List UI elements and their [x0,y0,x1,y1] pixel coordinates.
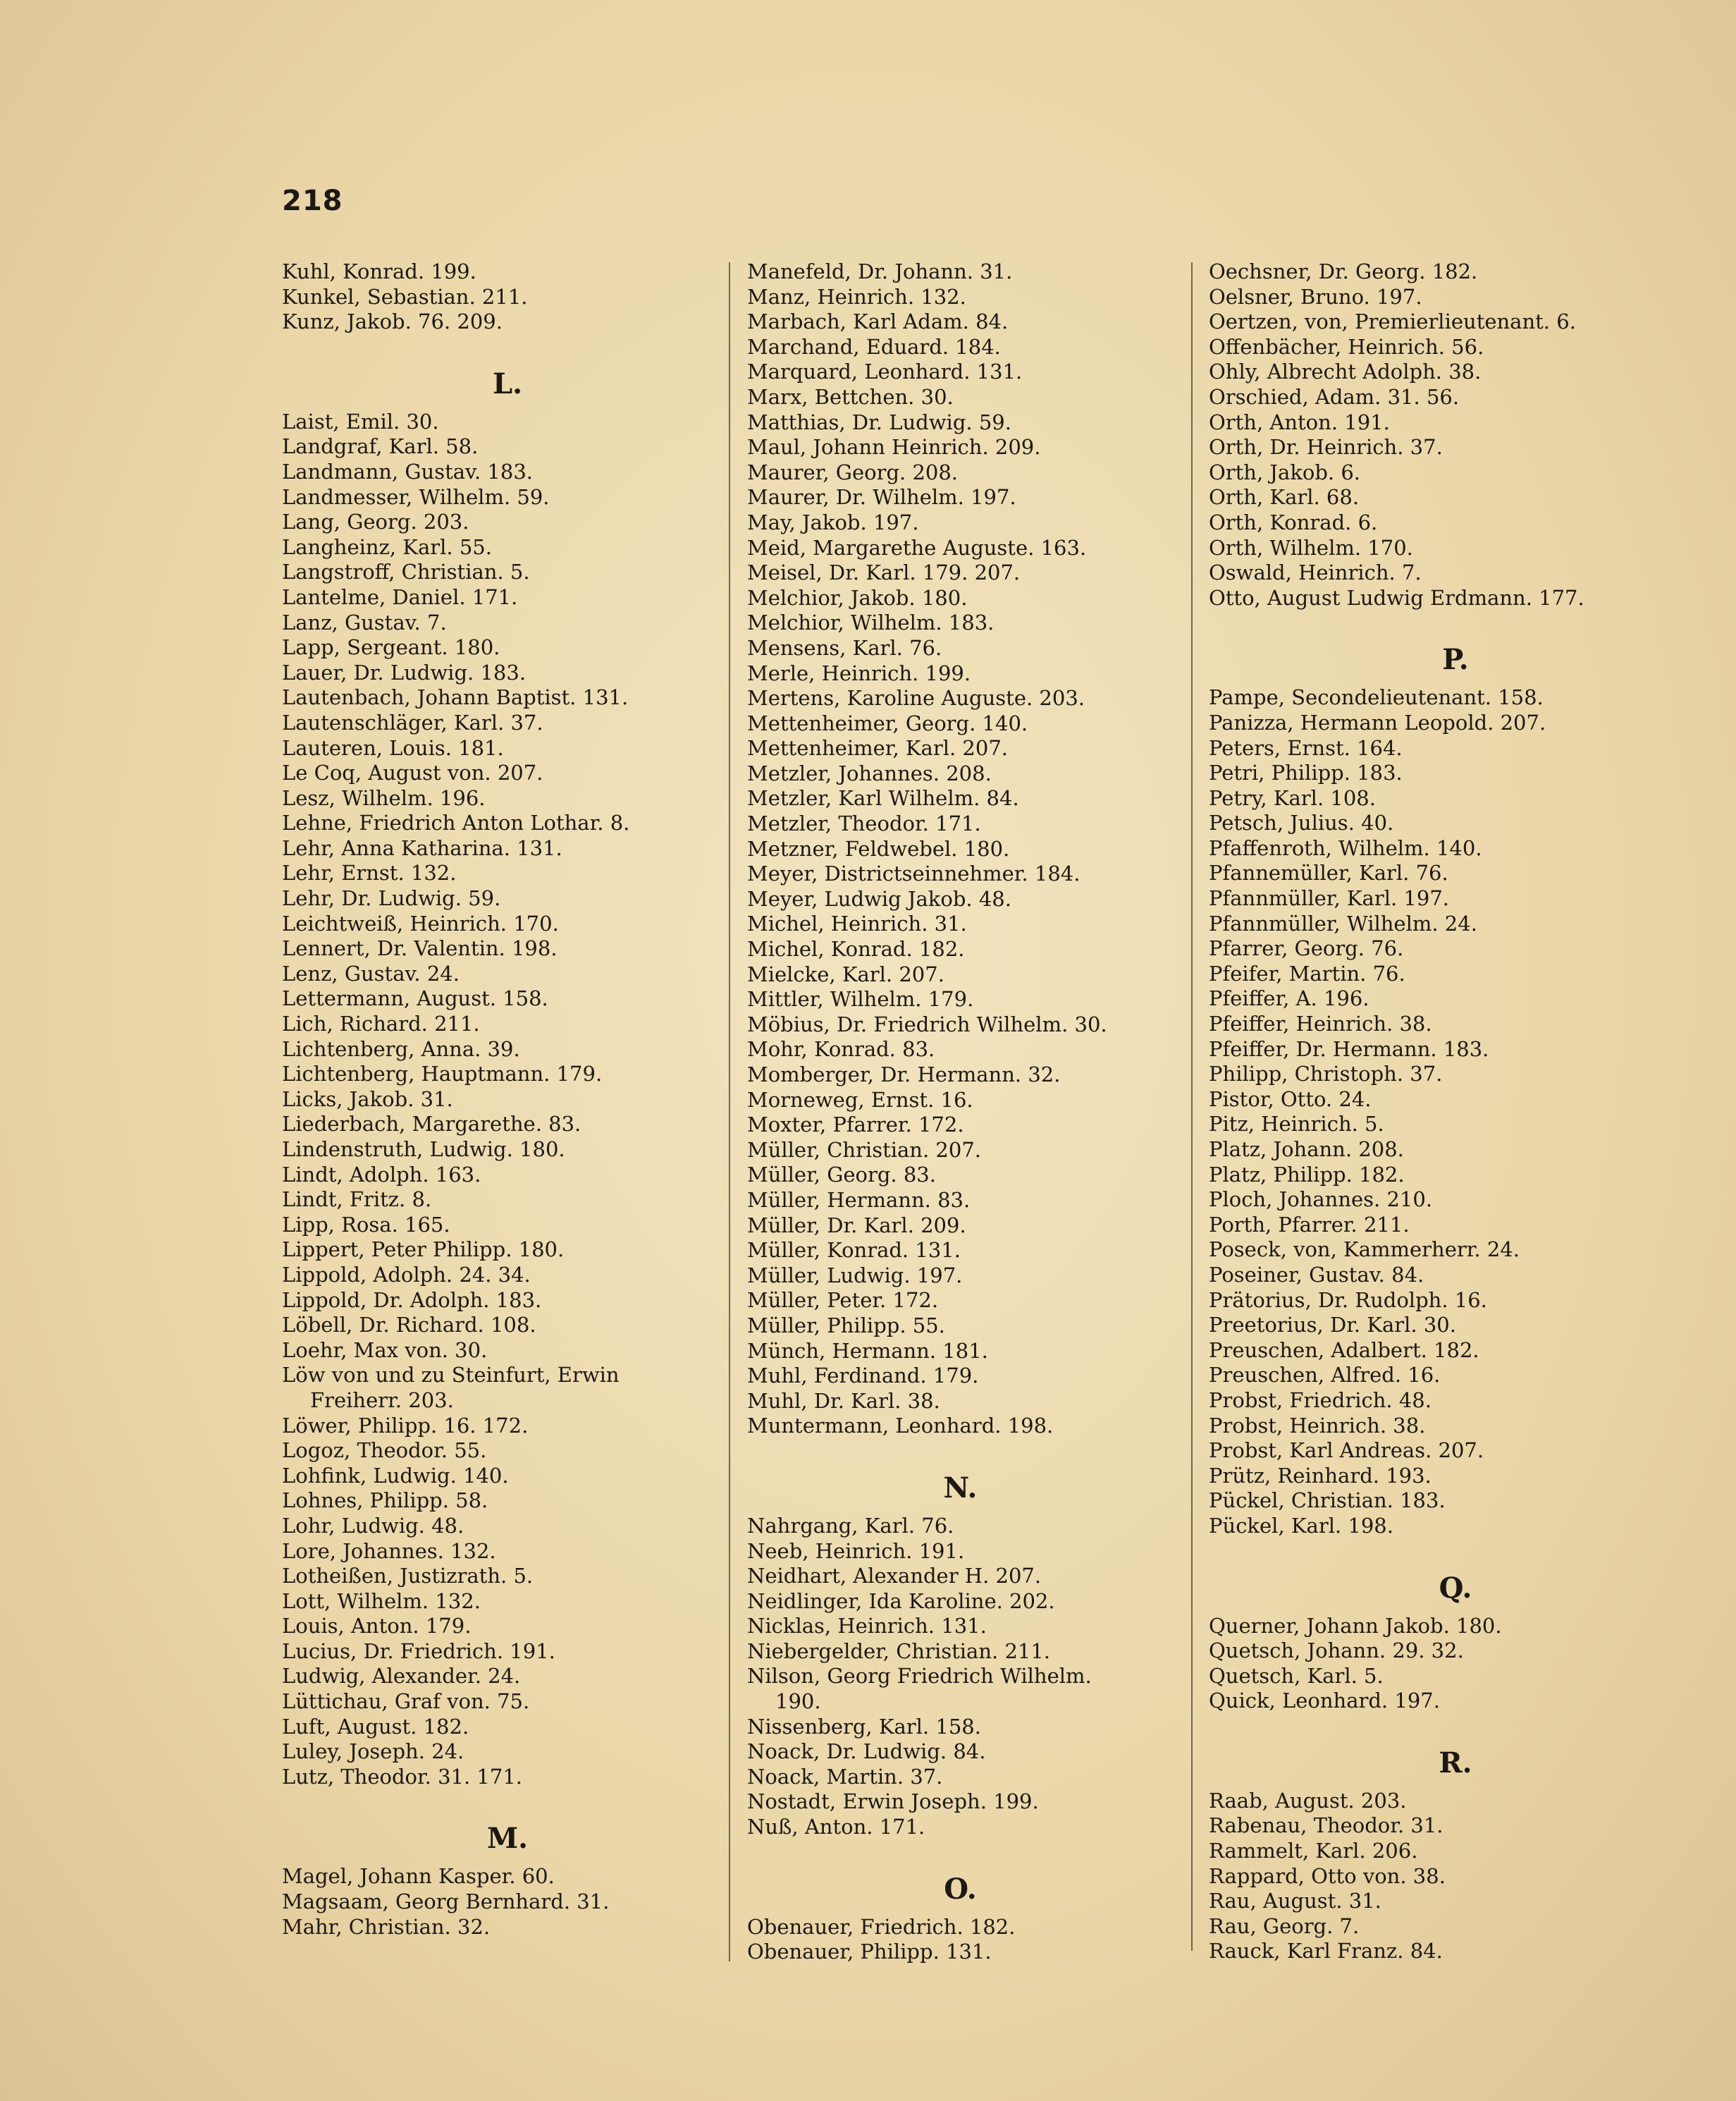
section-gap [747,1840,1174,1864]
index-entry: Pückel, Christian. 183. [1209,1488,1446,1513]
index-entry: Pfeiffer, Dr. Hermann. 183. [1209,1036,1489,1061]
index-entry: Petsch, Julius. 40. [1209,811,1394,835]
index-entry: Rauck, Karl Franz. 84. [1209,1939,1443,1964]
index-entry: Platz, Philipp. 182. [1209,1162,1405,1187]
index-entry: Metzler, Karl Wilhelm. 84. [747,786,1019,811]
index-entry: Lohnes, Philipp. 58. [282,1488,488,1513]
index-entry: Nostadt, Erwin Joseph. 199. [747,1789,1039,1814]
section-gap [282,1789,733,1813]
index-entry: Pückel, Karl. 198. [1209,1513,1393,1538]
index-entry: Lantelme, Daniel. 171. [282,584,518,609]
index-entry: Neidhart, Alexander H. 207. [747,1564,1042,1588]
index-entry: Kuhl, Konrad. 199. [282,259,476,283]
index-entry: Licks, Jakob. 31. [282,1086,453,1111]
index-entry: Lich, Richard. 211. [282,1012,480,1036]
index-entry: Löbell, Dr. Richard. 108. [282,1313,536,1337]
index-entry: Lindenstruth, Ludwig. 180. [282,1137,565,1161]
index-entry: Prütz, Reinhard. 193. [1209,1463,1432,1488]
index-entry: Orth, Konrad. 6. [1209,510,1378,534]
index-entry: Ohly, Albrecht Adolph. 38. [1209,360,1482,384]
index-entry: Lippold, Dr. Adolph. 183. [282,1287,542,1312]
index-entry: Müller, Dr. Karl. 209. [747,1213,966,1237]
index-entry: Pfannmüller, Karl. 197. [1209,886,1449,911]
index-entry: Lindt, Adolph. 163. [282,1162,481,1187]
index-entry: Lott, Wilhelm. 132. [282,1588,481,1613]
index-entry: Kunz, Jakob. 76. 209. [282,310,503,334]
index-entry: Löw von und zu Steinfurt, Erwin [282,1363,620,1388]
index-entry: Probst, Heinrich. 38. [1209,1413,1426,1438]
index-entry: Lettermann, August. 158. [282,986,548,1011]
index-entry: Pampe, Secondelieutenant. 158. [1209,685,1544,710]
index-entry: Lenz, Gustav. 24. [282,961,460,986]
index-entry: Niebergelder, Christian. 211. [747,1638,1051,1663]
index-entry: Lehne, Friedrich Anton Lothar. 8. [282,811,630,835]
index-entry: Leichtweiß, Heinrich. 170. [282,911,559,936]
index-entry: Offenbächer, Heinrich. 56. [1209,334,1484,359]
index-entry: Lapp, Sergeant. 180. [282,635,500,660]
index-entry: Liederbach, Margarethe. 83. [282,1112,581,1137]
index-entry: Peters, Ernst. 164. [1209,735,1403,760]
index-entry: Noack, Martin. 37. [747,1764,943,1789]
index-entry: Lautenschläger, Karl. 37. [282,710,543,735]
index-entry: Noack, Dr. Ludwig. 84. [747,1739,986,1764]
index-entry: Langheinz, Karl. 55. [282,534,492,559]
index-column-2 [747,259,1174,1965]
index-entry: Pfannemüller, Karl. 76. [1209,861,1448,886]
index-entry: Michel, Konrad. 182. [747,937,965,962]
index-entry: Melchior, Jakob. 180. [747,585,968,610]
index-entry: Manz, Heinrich. 132. [747,284,966,309]
index-entry: Mettenheimer, Karl. 207. [747,736,1008,761]
index-entry: Merle, Heinrich. 199. [747,661,971,685]
index-entry: Lohfink, Ludwig. 140. [282,1463,509,1488]
index-entry: Orth, Anton. 191. [1209,410,1390,434]
index-entry: Mohr, Konrad. 83. [747,1037,935,1062]
index-entry: Maurer, Dr. Wilhelm. 197. [747,485,1016,510]
index-entry: Lipp, Rosa. 165. [282,1212,450,1237]
index-entry: Lennert, Dr. Valentin. 198. [282,936,558,961]
index-entry: Querner, Johann Jakob. 180. [1209,1613,1502,1638]
index-entry: Ploch, Johannes. 210. [1209,1187,1433,1212]
index-entry: Meid, Margarethe Auguste. 163. [747,535,1087,560]
index-entry: Lore, Johannes. 132. [282,1538,496,1563]
section-letter-heading: Q. [1439,1571,1472,1605]
page-number: 218 [282,185,343,217]
index-entry: Lutz, Theodor. 31. 171. [282,1764,522,1789]
index-entry: Michel, Heinrich. 31. [747,912,967,936]
index-entry: Pfeiffer, A. 196. [1209,986,1369,1011]
index-entry: Löwer, Philipp. 16. 172. [282,1413,529,1438]
index-entry: Müller, Peter. 172. [747,1288,939,1313]
index-entry: Oechsner, Dr. Georg. 182. [1209,259,1478,283]
index-entry: Marquard, Leonhard. 131. [747,360,1023,384]
index-entry: Mahr, Christian. 32. [282,1914,491,1939]
index-entry: Mertens, Karoline Auguste. 203. [747,686,1085,711]
index-entry: Magel, Johann Kasper. 60. [282,1864,555,1889]
index-entry: Muhl, Dr. Karl. 38. [747,1388,940,1413]
index-entry: Nilson, Georg Friedrich Wilhelm. [747,1664,1092,1689]
index-entry: Metzler, Theodor. 171. [747,811,981,836]
index-entry: Probst, Friedrich. 48. [1209,1388,1432,1412]
index-entry: Langstroff, Christian. 5. [282,560,530,584]
index-entry: Prätorius, Dr. Rudolph. 16. [1209,1287,1487,1312]
index-entry: Pfeifer, Martin. 76. [1209,961,1405,986]
index-entry: Lehr, Dr. Ludwig. 59. [282,886,501,911]
index-entry: Müller, Ludwig. 197. [747,1263,963,1287]
index-entry: Meyer, Ludwig Jakob. 48. [747,886,1011,911]
index-entry: Melchior, Wilhelm. 183. [747,611,995,635]
index-entry: Landmesser, Wilhelm. 59. [282,484,550,509]
index-entry: Quetsch, Karl. 5. [1209,1663,1384,1688]
section-letter-heading: N. [943,1471,978,1505]
index-entry: Orth, Jakob. 6. [1209,460,1361,484]
index-entry: Lang, Georg. 203. [282,510,469,534]
index-entry: Müller, Philipp. 55. [747,1313,945,1337]
index-entry: Lehr, Anna Katharina. 131. [282,835,562,860]
index-entry: Lautenbach, Johann Baptist. 131. [282,685,629,710]
index-entry: Mielcke, Karl. 207. [747,962,944,986]
index-entry: Obenauer, Philipp. 131. [747,1940,992,1964]
index-entry: Logoz, Theodor. 55. [282,1438,487,1463]
index-entry: Moxter, Pfarrer. 172. [747,1113,964,1137]
index-entry: Meisel, Dr. Karl. 179. 207. [747,561,1021,585]
index-entry: Maurer, Georg. 208. [747,460,959,484]
index-entry: Lichtenberg, Hauptmann. 179. [282,1062,603,1086]
index-entry: Müller, Konrad. 131. [747,1238,961,1263]
index-entry: Müller, Georg. 83. [747,1163,936,1187]
index-entry: Rappard, Otto von. 38. [1209,1863,1446,1888]
index-entry: Rau, Georg. 7. [1209,1913,1360,1938]
index-entry: Nicklas, Heinrich. 131. [747,1614,987,1638]
index-entry: Oelsner, Bruno. 197. [1209,284,1422,309]
index-entry: Marchand, Eduard. 184. [747,334,1001,359]
index-entry: Matthias, Dr. Ludwig. 59. [747,410,1011,434]
section-letter-heading: O. [944,1872,977,1906]
index-entry: May, Jakob. 197. [747,510,919,534]
index-entry: Möbius, Dr. Friedrich Wilhelm. 30. [747,1012,1107,1036]
index-entry: Probst, Karl Andreas. 207. [1209,1438,1484,1463]
index-entry: Lindt, Fritz. 8. [282,1187,432,1212]
index-entry: Landgraf, Karl. 58. [282,434,479,459]
index-entry: Raab, August. 203. [1209,1788,1407,1813]
index-entry: Muntermann, Leonhard. 198. [747,1414,1054,1438]
index-entry: Rabenau, Theodor. 31. [1209,1813,1443,1838]
index-entry: Lanz, Gustav. 7. [282,610,447,635]
index-entry: Pfarrer, Georg. 76. [1209,936,1404,961]
section-letter-heading: R. [1439,1746,1472,1780]
index-entry: Loehr, Max von. 30. [282,1337,488,1362]
index-entry: Maul, Johann Heinrich. 209. [747,435,1041,460]
index-entry: Orth, Karl. 68. [1209,485,1360,510]
index-entry: Petry, Karl. 108. [1209,785,1376,810]
index-entry: Muhl, Ferdinand. 179. [747,1364,979,1388]
index-entry: Mettenheimer, Georg. 140. [747,711,1028,735]
index-entry: Metzner, Feldwebel. 180. [747,836,1010,861]
index-entry: Preuschen, Adalbert. 182. [1209,1337,1479,1362]
index-entry: Lauteren, Louis. 181. [282,735,504,760]
index-entry: Marx, Bettchen. 30. [747,384,954,409]
index-entry: Rau, August. 31. [1209,1889,1381,1913]
index-entry: Nuß, Anton. 171. [747,1815,925,1839]
index-entry: Mensens, Karl. 76. [747,635,942,660]
index-entry: 190. [775,1689,821,1714]
index-entry: Nahrgang, Karl. 76. [747,1513,954,1538]
index-entry: Ludwig, Alexander. 24. [282,1664,521,1689]
index-entry: Neidlinger, Ida Karoline. 202. [747,1588,1055,1613]
section-letter-heading: M. [486,1822,529,1856]
section-letter-heading: L. [492,367,523,400]
index-entry: Orschied, Adam. 31. 56. [1209,384,1460,409]
index-column-3 [1209,259,1702,1964]
index-entry: Laist, Emil. 30. [282,409,439,434]
index-entry: Luft, August. 182. [282,1714,469,1739]
section-gap [747,1439,1174,1463]
index-entry: Pfannmüller, Wilhelm. 24. [1209,911,1477,936]
index-entry: Lüttichau, Graf von. 75. [282,1689,530,1714]
index-entry: Petri, Philipp. 183. [1209,761,1403,785]
index-entry: Lichtenberg, Anna. 39. [282,1036,520,1061]
index-entry: Le Coq, August von. 207. [282,761,543,785]
index-entry: Pistor, Otto. 24. [1209,1086,1372,1111]
index-entry: Quick, Leonhard. 197. [1209,1689,1440,1713]
section-letter-heading: P. [1442,643,1469,677]
index-entry: Momberger, Dr. Hermann. 32. [747,1062,1061,1086]
index-entry: Morneweg, Ernst. 16. [747,1087,973,1112]
index-entry: Luley, Joseph. 24. [282,1739,464,1764]
index-entry: Magsaam, Georg Bernhard. 31. [282,1889,610,1914]
index-entry: Münch, Hermann. 181. [747,1338,988,1363]
index-entry: Neeb, Heinrich. 191. [747,1538,965,1563]
index-entry: Poseiner, Gustav. 84. [1209,1262,1424,1287]
index-entry: Lohr, Ludwig. 48. [282,1513,464,1538]
index-entry: Louis, Anton. 179. [282,1614,472,1638]
index-entry: Orth, Wilhelm. 170. [1209,535,1413,560]
index-entry: Müller, Christian. 207. [747,1137,981,1162]
index-entry: Freiherr. 203. [310,1388,454,1412]
index-entry: Kunkel, Sebastian. 211. [282,284,528,309]
index-entry: Pfaffenroth, Wilhelm. 140. [1209,835,1482,860]
index-column-1 [282,259,733,1940]
index-entry: Preetorius, Dr. Karl. 30. [1209,1313,1456,1337]
index-entry: Lauer, Dr. Ludwig. 183. [282,660,527,685]
section-gap [1209,1714,1702,1738]
index-entry: Lehr, Ernst. 132. [282,861,457,886]
index-entry: Orth, Dr. Heinrich. 37. [1209,435,1443,460]
index-entry: Quetsch, Johann. 29. 32. [1209,1638,1464,1663]
index-entry: Mittler, Wilhelm. 179. [747,987,974,1012]
index-entry: Müller, Hermann. 83. [747,1187,971,1212]
section-gap [1209,611,1702,635]
index-entry: Lippert, Peter Philipp. 180. [282,1237,565,1262]
index-entry: Landmann, Gustav. 183. [282,459,533,484]
index-entry: Porth, Pfarrer. 211. [1209,1212,1410,1237]
index-entry: Rammelt, Karl. 206. [1209,1839,1418,1863]
index-entry: Preuschen, Alfred. 16. [1209,1363,1441,1388]
index-entry: Otto, August Ludwig Erdmann. 177. [1209,585,1584,610]
index-entry: Oswald, Heinrich. 7. [1209,561,1422,585]
index-entry: Metzler, Johannes. 208. [747,761,992,785]
index-entry: Lippold, Adolph. 24. 34. [282,1262,531,1287]
index-entry: Lotheißen, Justizrath. 5. [282,1564,534,1588]
index-entry: Lucius, Dr. Friedrich. 191. [282,1638,555,1663]
index-entry: Pfeiffer, Heinrich. 38. [1209,1012,1432,1036]
index-entry: Pitz, Heinrich. 5. [1209,1112,1384,1137]
index-entry: Platz, Johann. 208. [1209,1137,1404,1161]
column-rule-2 [1191,262,1193,1951]
index-entry: Manefeld, Dr. Johann. 31. [747,259,1013,283]
index-entry: Oertzen, von, Premierlieutenant. 6. [1209,310,1576,334]
index-entry: Philipp, Christoph. 37. [1209,1062,1443,1086]
index-entry: Marbach, Karl Adam. 84. [747,310,1009,334]
index-entry: Poseck, von, Kammerherr. 24. [1209,1237,1520,1262]
index-entry: Panizza, Hermann Leopold. 207. [1209,710,1546,735]
index-entry: Obenauer, Friedrich. 182. [747,1914,1016,1939]
section-gap [282,335,733,359]
index-entry: Lesz, Wilhelm. 196. [282,785,486,810]
index-entry: Nissenberg, Karl. 158. [747,1714,981,1739]
index-entry: Meyer, Districtseinnehmer. 184. [747,862,1081,886]
section-gap [1209,1539,1702,1563]
